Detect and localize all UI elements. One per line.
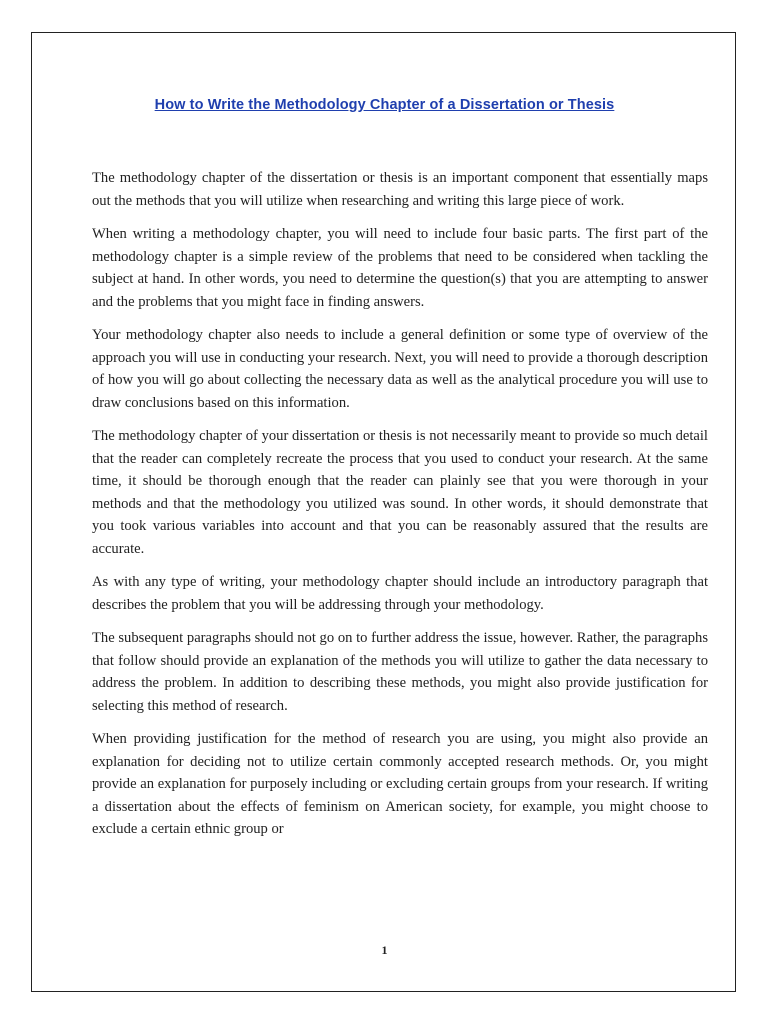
paragraph-5: As with any type of writing, your methodology chapter should include an introductory paragraph that describes the problem that you will be addressing through your methodology. bbox=[92, 574, 708, 613]
paragraph-3: Your methodology chapter also needs to include a general definition or some type of overview of the approach you will use in conducting your research. Next, you will need to provide a thorough description of how you will go about collecting the necessary data as well as the analytical procedure you will use to draw conclusions based on this information. bbox=[92, 327, 708, 411]
paragraph-4: The methodology chapter of your dissertation or thesis is not necessarily meant to provide so much detail that the reader can completely recreate the process that you used to conduct your research. At the same time, it should be thorough enough that the reader can plainly see that you were thorough in your methods and that the methodology you utilized was sound. In other words, it should demonstrate that you took various variables into account and that you can be reasonably assured that the results are accurate. bbox=[92, 428, 708, 557]
page-number: 1 bbox=[381, 943, 388, 957]
document-body bbox=[92, 167, 708, 852]
document-title: How to Write the Methodology Chapter of a Dissertation or Thesis bbox=[154, 97, 615, 113]
paragraph-2: When writing a methodology chapter, you will need to include four basic parts. The first part of the methodology chapter is a simple review of the problems that need to be considered when tackling the subject at hand. In other words, you need to determine the question(s) that you are attempting to answer and the problems that you might face in finding answers. bbox=[92, 226, 708, 310]
paragraph-6: The subsequent paragraphs should not go on to further address the issue, however. Rather, the paragraphs that follow should provide an explanation of the methods you will utilize to gather the data necessary to address the problem. In addition to describing these methods, you might also provide justification for selecting this method of research. bbox=[92, 630, 708, 714]
paragraph-7: When providing justification for the method of research you are using, you might also provide an explanation for deciding not to utilize certain commonly accepted research methods. Or, you might provide an explanation for purposely including or excluding certain groups from your research. If writing a dissertation about the effects of feminism on American society, for example, you might choose to exclude a certain ethnic group or bbox=[92, 731, 708, 837]
paragraph-1: The methodology chapter of the dissertation or thesis is an important component that essentially maps out the methods that you will utilize when researching and writing this large piece of work. bbox=[92, 170, 708, 209]
document-page bbox=[31, 32, 736, 992]
